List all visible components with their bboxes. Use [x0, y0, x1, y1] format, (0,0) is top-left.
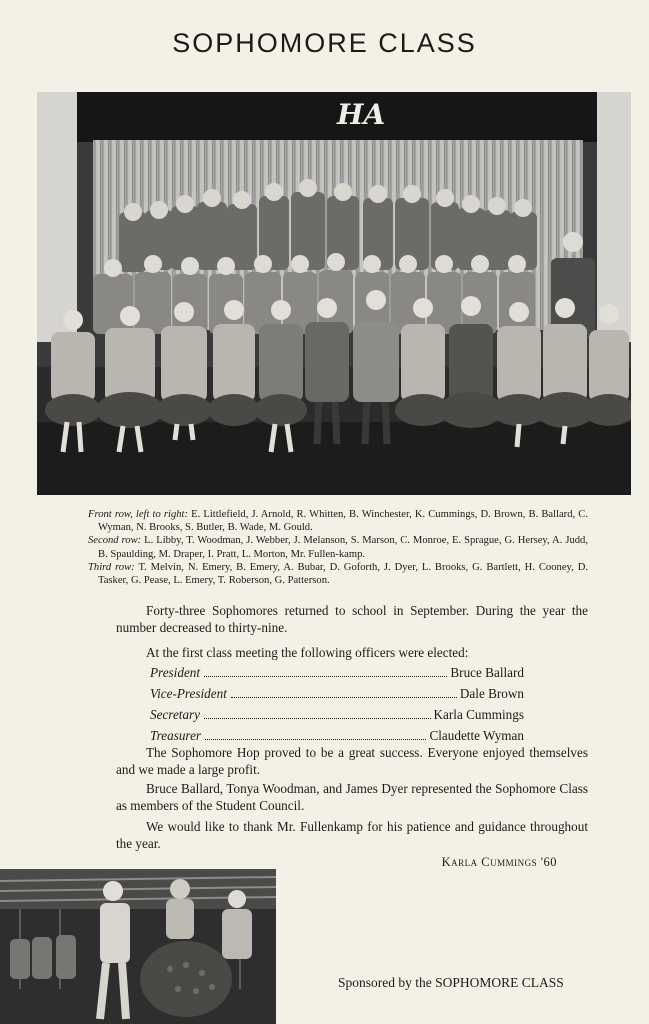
officer-name: Karla Cummings — [433, 707, 524, 722]
officer-role: Vice-President — [150, 686, 227, 701]
officer-role: Treasurer — [150, 728, 202, 743]
officer-row — [150, 683, 524, 704]
caption-third-names: T. Melvin, N. Emery, B. Emery, A. Bubar, D. Goforth, J. Dyer, L. Brooks, G. Bartlett, H. Cooney, D. Tasker, G. Pease, L. Emery, T. Roberson, G. Patterson. — [98, 561, 588, 587]
caption-third-label: Third row: — [88, 561, 135, 573]
officer-row — [150, 725, 524, 746]
leader-dots — [204, 676, 447, 677]
class-group-photo — [37, 92, 631, 495]
photo-caption — [88, 508, 588, 587]
hop-paragraph — [116, 744, 588, 778]
caption-front-label: Front row, left to right: — [88, 509, 189, 520]
sponsor-line: Sponsored by the SOPHOMORE CLASS — [338, 975, 564, 990]
council-paragraph — [116, 780, 588, 814]
officers-list — [150, 662, 524, 746]
leader-dots — [231, 697, 457, 698]
author-signature: Karla Cummings '60 — [441, 855, 557, 869]
leader-dots — [205, 739, 426, 740]
caption-front-row — [88, 508, 588, 534]
thanks-text: We would like to thank Mr. Fullenkamp for his patience and guidance throughout the year. — [116, 819, 588, 851]
dance-photo-illustration — [0, 869, 276, 1024]
officer-name: Bruce Ballard — [450, 665, 524, 680]
officer-name: Dale Brown — [459, 686, 524, 701]
hop-text: The Sophomore Hop proved to be a great success. Everyone enjoyed themselves and we made a large profit. — [116, 745, 588, 777]
caption-second-row — [88, 534, 588, 560]
intro-paragraph — [116, 602, 588, 636]
page-title: SOPHOMORE CLASS — [172, 28, 477, 58]
intro-text: Forty-three Sophomores returned to school in September. During the year the number decreased to thirty-nine. — [116, 603, 588, 635]
class-photo-illustration — [37, 92, 631, 495]
council-text: Bruce Ballard, Tonya Woodman, and James Dyer represented the Sophomore Class as members of the Student Council. — [116, 781, 588, 813]
school-monogram: HA — [337, 98, 386, 131]
officers-intro-text: At the first class meeting the following officers were elected: — [146, 645, 469, 660]
officer-role: Secretary — [150, 707, 201, 722]
officers-intro — [116, 644, 588, 661]
officer-row — [150, 662, 524, 683]
caption-third-row — [88, 561, 588, 587]
thanks-paragraph — [116, 818, 588, 852]
caption-front-names: E. Littlefield, J. Arnold, R. Whitten, B. Winchester, K. Cummings, D. Brown, B. Ballard, C. Wyman, N. Brooks, S. Butler, B. Wade, M. Gould. — [98, 509, 588, 534]
officer-role: President — [150, 665, 201, 680]
caption-second-names: L. Libby, T. Woodman, J. Webber, J. Melanson, S. Marson, C. Monroe, E. Sprague, G. Hersey, A. Judd, B. Spaulding, M. Draper, I. Pratt, L. Morton, Mr. Fullen-kamp. — [98, 535, 588, 560]
caption-second-label: Second row: — [88, 535, 142, 547]
dance-photo — [0, 869, 276, 1024]
officer-row — [150, 704, 524, 725]
officer-name: Claudette Wyman — [429, 728, 524, 743]
leader-dots — [204, 718, 430, 719]
